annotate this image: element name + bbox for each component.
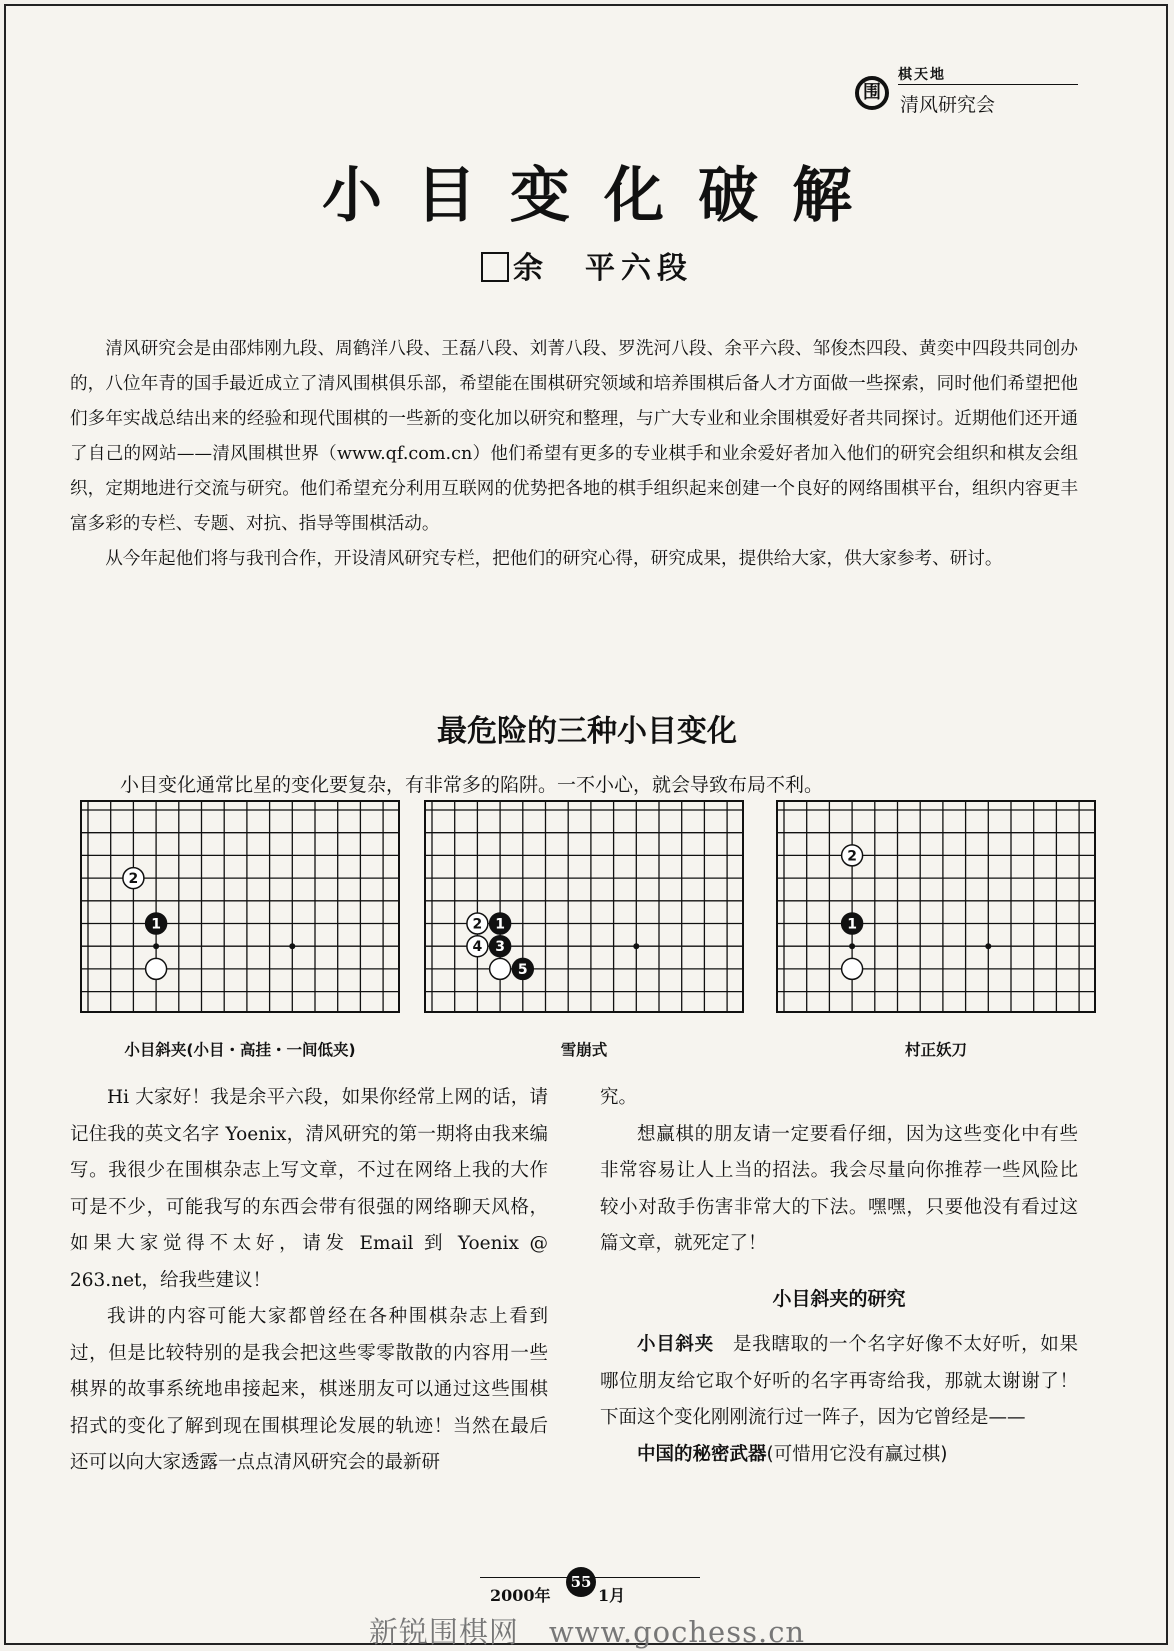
footer-year: 2000年 [490, 1586, 551, 1605]
move-number: 1 [847, 916, 857, 933]
go-board-1 [82, 802, 398, 1011]
white-stone [842, 958, 863, 979]
go-board-2 [426, 802, 742, 1011]
diagram-caption-1: 小目斜夹(小目・高挂・一间低夹) [124, 1041, 356, 1059]
footer-month: 1月 [598, 1586, 626, 1605]
black-stone [146, 913, 167, 934]
body-paragraph [600, 1437, 1078, 1474]
diagram-caption-3: 村正妖刀 [904, 1041, 967, 1059]
paragraph-text: (可惜用它没有赢过棋) [766, 1443, 948, 1465]
column-name: 清风研究会 [900, 94, 996, 116]
left-column [70, 1080, 548, 1482]
body-paragraph: 我讲的内容可能大家都曾经在各种围棋杂志上看到过，但是比较特别的是我会把这些零零散散的内容用一些棋界的故事系统地串接起来，棋迷朋友可以通过这些围棋招式的变化了解到现在围棋理论发展的轨迹！当然在最后还可以向大家透露一点点清风研究会的最新研 [70, 1306, 548, 1473]
white-stone [467, 936, 488, 957]
star-point [289, 943, 295, 949]
column-top-label: 棋天地 [898, 67, 946, 83]
watermark: 新锐围棋网 www.gochess.cn [368, 1615, 806, 1649]
white-stone [842, 845, 863, 866]
body-paragraph [600, 1327, 1078, 1437]
author-name: 余 平六段 [513, 251, 693, 286]
black-stone [490, 913, 511, 934]
body-paragraph: Hi 大家好！我是余平六段，如果你经常上网的话，请记住我的英文名字 Yoenix，清风研究的第一期将由我来编写。我很少在围棋杂志上写文章，不过在网络上我的大作可是不少，可能我写的东西会带有很强的网络聊天风格，如果大家觉得不太好，请发 Email 到 Yoenix @ 263.net，给我些建议！ [70, 1087, 548, 1291]
go-diagram-3 [776, 800, 1096, 1013]
right-column [600, 1080, 1078, 1473]
move-number: 1 [151, 916, 161, 933]
diagram-caption-2: 雪崩式 [560, 1041, 608, 1059]
bold-term: 小目斜夹 [637, 1334, 714, 1355]
move-number: 2 [847, 848, 857, 865]
column-logo: 围 [855, 76, 889, 110]
white-stone [490, 958, 511, 979]
star-point [849, 943, 855, 949]
sub-heading: 小目斜夹的研究 [772, 1287, 906, 1310]
article-title: 小目变化破解 [322, 161, 886, 231]
body-paragraph: 究。 [600, 1087, 638, 1108]
move-number: 1 [495, 916, 505, 933]
white-stone [123, 868, 144, 889]
move-number: 4 [472, 939, 483, 956]
go-board-3 [778, 802, 1094, 1011]
move-number: 3 [495, 939, 505, 956]
black-stone [512, 958, 533, 979]
section-lead: 小目变化通常比星的变化要复杂，有非常多的陷阱。一不小心，就会导致布局不利。 [120, 774, 824, 796]
bold-term: 中国的秘密武器 [637, 1443, 767, 1465]
go-diagram-2 [424, 800, 744, 1013]
black-stone [490, 936, 511, 957]
intro-paragraph: 从今年起他们将与我刊合作，开设清风研究专栏，把他们的研究心得，研究成果，提供给大家，供大家参考、研讨。 [105, 549, 1003, 569]
star-point [153, 943, 159, 949]
body-paragraph: 想赢棋的朋友请一定要看仔细，因为这些变化中有些非常容易让人上当的招法。我会尽量向你推荐一些风险比较小对敌手伤害非常大的下法。嘿嘿，只要他没有看过这篇文章，就死定了！ [600, 1123, 1078, 1254]
move-number: 2 [472, 916, 483, 933]
white-stone [467, 913, 488, 934]
star-point [633, 943, 639, 949]
author-box [481, 252, 509, 282]
white-stone [146, 958, 167, 979]
move-number: 5 [517, 961, 528, 978]
page-footer [480, 1575, 700, 1605]
article-author [0, 243, 1174, 287]
column-rule [898, 84, 1078, 85]
star-point [985, 943, 991, 949]
intro-paragraph: 清风研究会是由邵炜刚九段、周鹤洋八段、王磊八段、刘菁八段、罗洗河八段、余平六段、邹俊杰四段、黄奕中四段共同创办的，八位年青的国手最近成立了清风围棋俱乐部，希望能在围棋研究领域和培养围棋后备人才方面做一些探索，同时他们希望把他们多年实战总结出来的经验和现代围棋的一些新的变化加以研究和整理，与广大专业和业余围棋爱好者共同探讨。近期他们还开通了自己的网站——清风围棋世界（www.qf.com.cn）他们希望有更多的专业棋手和业余爱好者加入他们的研究会组织和棋友会组织，定期地进行交流与研究。他们希望充分利用互联网的优势把各地的棋手组织起来创建一个良好的网络围棋平台，组织内容更丰富多彩的专栏、专题、对抗、指导等围棋活动。 [70, 339, 1078, 534]
paragraph-text: 是我瞎取的一个名字好像不太好听，如果哪位朋友给它取个好听的名字再寄给我，那就太谢谢了！下面这个变化刚刚流行过一阵子，因为它曾经是—— [600, 1334, 1078, 1428]
go-diagram-1 [80, 800, 400, 1013]
move-number: 2 [128, 871, 139, 888]
black-stone [842, 913, 863, 934]
intro-text [70, 332, 1078, 577]
section-heading: 最危险的三种小目变化 [437, 714, 737, 749]
page-number: 55 [566, 1567, 596, 1597]
